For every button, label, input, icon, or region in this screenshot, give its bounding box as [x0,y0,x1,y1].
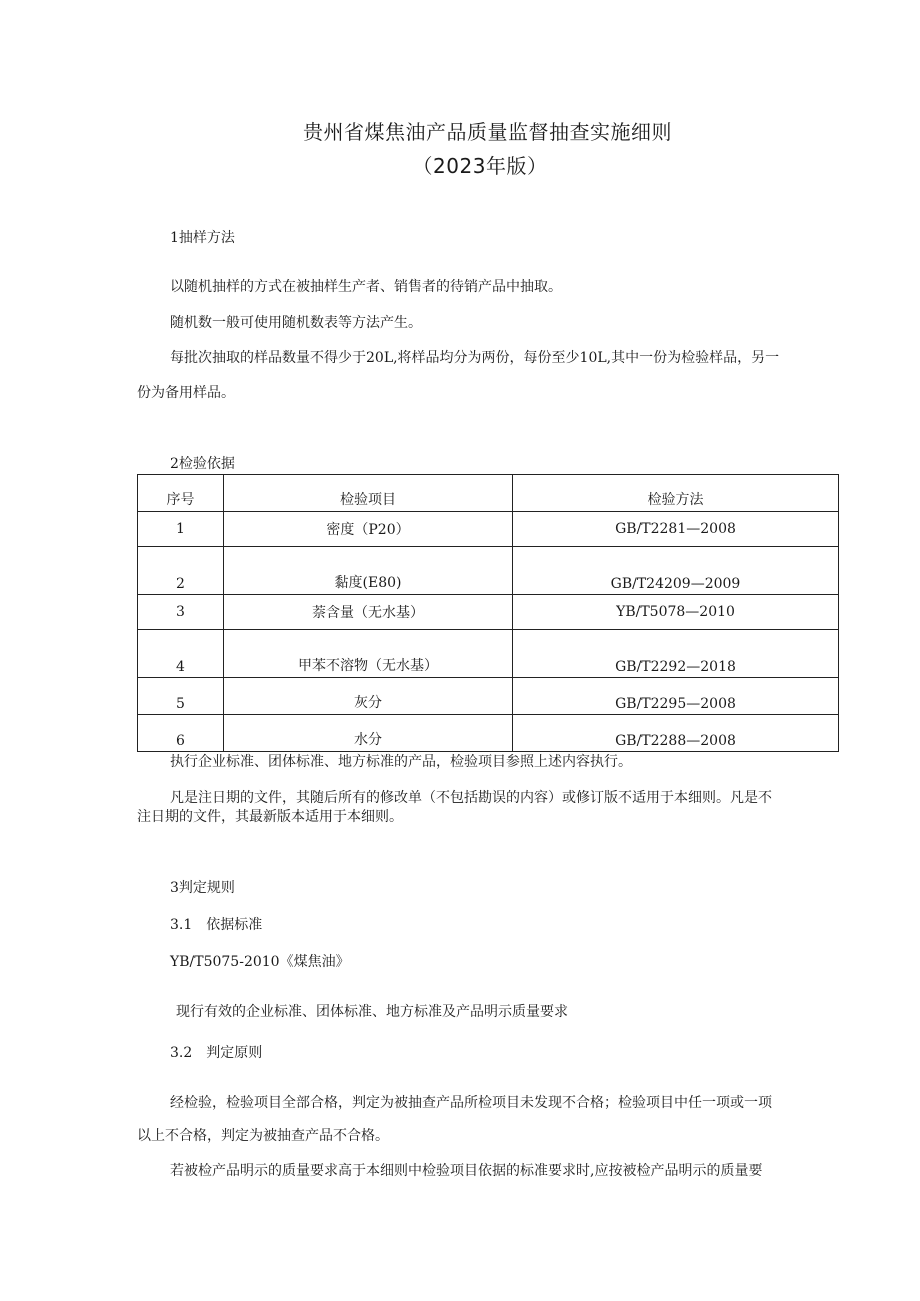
section3-2-paragraph-1-line1: 经检验，检验项目全部合格，判定为被抽查产品所检项目未发现不合格；检验项目中任一项或一项 [170,1095,772,1111]
section2-note-2-line1: 凡是注日期的文件，其随后所有的修改单（不包括勘误的内容）或修订版不适用于本细则。凡是不 [170,790,772,806]
section3-2-paragraph-2-line1: 若被检产品明示的质量要求高于本细则中检验项目依据的标准要求时,应按被检产品明示的质量要 [170,1163,763,1179]
header-item: 检验项目 [224,475,513,512]
section3-1-heading: 3.1 依据标准 [170,917,263,933]
section3-1-item-2: 现行有效的企业标准、团体标准、地方标准及产品明示质量要求 [176,1004,568,1020]
row-no: 5 [138,678,224,715]
page-title: 贵州省煤焦油产品质量监督抽查实施细则 [303,120,672,144]
row-item: 甲苯不溶物（无水基） [224,630,513,678]
table-row [138,547,839,595]
table-header-row [138,475,839,512]
row-no: 1 [138,512,224,547]
section1-paragraph-3-line1: 每批次抽取的样品数量不得少于20L,将样品均分为两份，每份至少10L,其中一份为检验样品，另一 [170,350,780,366]
table-row [138,595,839,630]
section1-paragraph-3-line2: 份为备用样品。 [137,385,235,401]
section1-paragraph-1: 以随机抽样的方式在被抽样生产者、销售者的待销产品中抽取。 [170,279,562,295]
header-no: 序号 [138,475,224,512]
row-method: GB/T2295—2008 [513,678,839,715]
row-item: 灰分 [224,678,513,715]
row-no: 2 [138,547,224,595]
row-item: 密度（P20） [224,512,513,547]
section1-heading: 1抽样方法 [170,230,235,246]
row-item: 萘含量（无水基） [224,595,513,630]
inspection-table [137,474,839,752]
row-no: 6 [138,715,224,752]
section3-1-item-1: YB/T5075-2010《煤焦油》 [170,954,350,970]
row-no: 3 [138,595,224,630]
row-item: 水分 [224,715,513,752]
section1-paragraph-2: 随机数一般可使用随机数表等方法产生。 [170,315,422,331]
row-method: GB/T2281—2008 [513,512,839,547]
row-method: YB/T5078—2010 [513,595,839,630]
row-item: 黏度(E80) [224,547,513,595]
table-row [138,512,839,547]
table-row [138,678,839,715]
page-subtitle: （2023年版） [412,154,548,178]
section3-heading: 3判定规则 [170,880,235,896]
table-row [138,715,839,752]
row-no: 4 [138,630,224,678]
header-method: 检验方法 [513,475,839,512]
row-method: GB/T2292—2018 [513,630,839,678]
section3-2-heading: 3.2 判定原则 [170,1045,263,1061]
row-method: GB/T2288—2008 [513,715,839,752]
section3-2-paragraph-1-line2: 以上不合格，判定为被抽查产品不合格。 [137,1128,389,1144]
section2-note-2-line2: 注日期的文件，其最新版本适用于本细则。 [137,809,403,825]
section2-heading: 2检验依据 [170,456,235,472]
table-row [138,630,839,678]
section2-note-1: 执行企业标准、团体标准、地方标准的产品，检验项目参照上述内容执行。 [170,754,632,770]
row-method: GB/T24209—2009 [513,547,839,595]
